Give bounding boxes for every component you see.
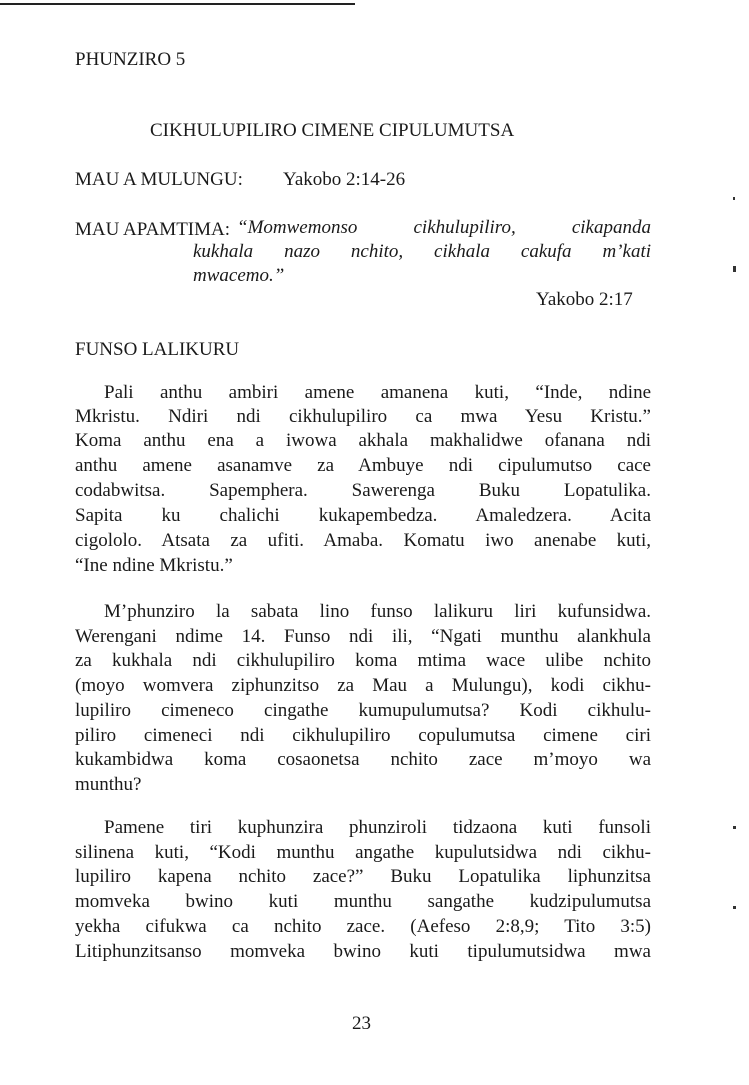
memory-verse-line: mwacemo.” (193, 265, 285, 286)
text-line: codabwitsa. Sapemphera. Sawerenga Buku Lopatulika. (75, 480, 651, 501)
text-line: silinena kuti, “Kodi munthu angathe kupulutsidwa ndi cikhu- (75, 842, 651, 863)
text-line: M’phunziro la sabata lino funso lalikuru liri kufunsidwa. (104, 601, 651, 622)
text-line: lupiliro kapena nchito zace?” Buku Lopatulika liphunzitsa (75, 866, 651, 887)
memory-verse-line: “Momwemonso cikhulupiliro, cikapanda (237, 217, 651, 238)
scan-speck (733, 197, 735, 200)
text-line: piliro cimeneci ndi cikhulupiliro copulumutsa cimene ciri (75, 725, 651, 746)
text-line: lupiliro cimeneco cingathe kumupulumutsa? Kodi cikhulu- (75, 700, 651, 721)
text-line: “Ine ndine Mkristu.” (75, 555, 233, 576)
text-line: Sapita ku chalichi kukapembedza. Amaledzera. Acita (75, 505, 651, 526)
memory-verse-line: kukhala nazo nchito, cikhala cakufa m’kati (193, 241, 651, 262)
scripture-reference: Yakobo 2:14-26 (283, 169, 406, 190)
text-line: kukambidwa koma cosaonetsa nchito zace m’moyo wa (75, 749, 651, 770)
lesson-number: PHUNZIRO 5 (75, 49, 186, 70)
text-line: za kukhala ndi cikhulupiliro koma mtima wace ulibe nchito (75, 650, 651, 671)
text-line: Koma anthu ena a iwowa akhala makhalidwe ofanana ndi (75, 430, 651, 451)
text-line: Werengani ndime 14. Funso ndi ili, “Ngati munthu alankhula (75, 626, 651, 647)
text-line: anthu amene asanamve za Ambuye ndi cipulumutso cace (75, 455, 651, 476)
text-line: (moyo womvera ziphunzitso za Mau a Mulungu), kodi cikhu- (75, 675, 651, 696)
scan-speck (733, 266, 736, 272)
scan-speck (733, 906, 736, 909)
lesson-title: CIKHULUPILIRO CIMENE CIPULUMUTSA (150, 120, 515, 141)
top-rule (0, 3, 355, 5)
scripture-label: MAU A MULUNGU: (75, 169, 243, 190)
text-line: Mkristu. Ndiri ndi cikhulupiliro ca mwa Yesu Kristu.” (75, 406, 651, 427)
text-line: munthu? (75, 774, 142, 795)
text-line: Pali anthu ambiri amene amanena kuti, “Inde, ndine (104, 382, 651, 403)
text-line: yekha cifukwa ca nchito zace. (Aefeso 2:8,9; Tito 3:5) (75, 916, 651, 937)
page-number: 23 (352, 1013, 371, 1034)
section-heading: FUNSO LALIKURU (75, 339, 240, 360)
text-line: momveka bwino kuti munthu sangathe kudzipulumutsa (75, 891, 651, 912)
text-line: Pamene tiri kuphunzira phunziroli tidzaona kuti funsoli (104, 817, 651, 838)
text-line: Litiphunzitsanso momveka bwino kuti tipulumutsidwa mwa (75, 941, 651, 962)
memory-verse-label: MAU APAMTIMA: (75, 219, 231, 240)
scan-speck (733, 826, 736, 829)
text-line: cigololo. Atsata za ufiti. Amaba. Komatu iwo anenabe kuti, (75, 530, 651, 551)
memory-verse-reference: Yakobo 2:17 (536, 289, 633, 310)
